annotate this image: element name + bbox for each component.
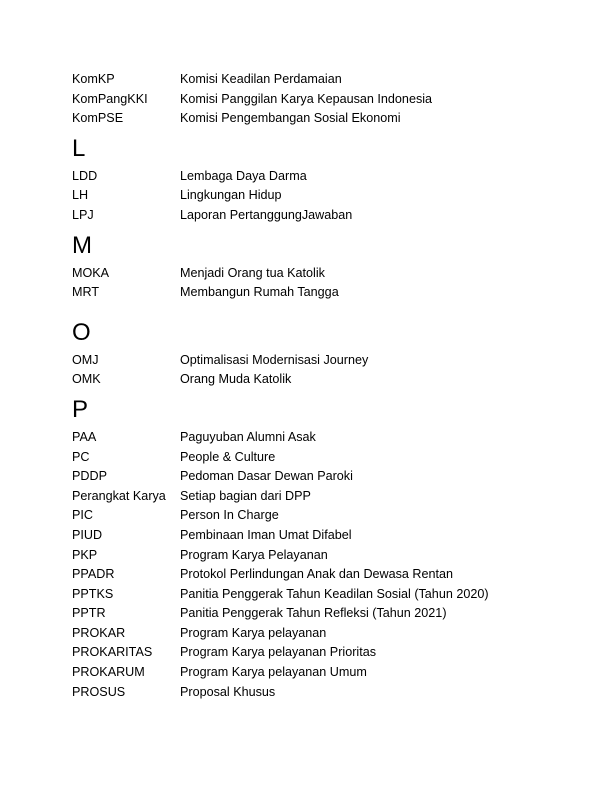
section-letter-heading: L [72, 134, 86, 162]
entry-definition: Program Karya Pelayanan [180, 547, 328, 562]
glossary-group-m [72, 232, 542, 303]
entry-definition: Komisi Pengembangan Sosial Ekonomi [180, 111, 401, 126]
entry-definition: Lingkungan Hidup [180, 188, 282, 203]
entry-abbreviation: OMK [72, 372, 101, 387]
entry-definition: Pedoman Dasar Dewan Paroki [180, 469, 353, 484]
section-letter-heading: M [72, 231, 92, 259]
entry-abbreviation: LDD [72, 168, 98, 183]
entry-abbreviation: KomPangKKI [72, 91, 148, 106]
entry-abbreviation: OMJ [72, 352, 99, 367]
glossary-entry [72, 448, 542, 468]
glossary-group-l [72, 135, 542, 226]
entry-definition: Orang Muda Katolik [180, 372, 292, 387]
entry-definition: Program Karya pelayanan Umum [180, 665, 367, 680]
entry-definition: Membangun Rumah Tangga [180, 285, 339, 300]
entry-definition: Komisi Panggilan Karya Kepausan Indonesia [180, 91, 433, 106]
entry-definition: Lembaga Daya Darma [180, 168, 307, 183]
entry-definition: Menjadi Orang tua Katolik [180, 265, 325, 280]
glossary-entry [72, 526, 542, 546]
entry-abbreviation: PPTR [72, 606, 106, 621]
glossary-entry [72, 206, 542, 226]
glossary-entry [72, 604, 542, 624]
entry-definition: Panitia Penggerak Tahun Keadilan Sosial (Tahun 2020) [180, 586, 489, 601]
entry-abbreviation: LH [72, 188, 89, 203]
entry-definition: Laporan PertanggungJawaban [180, 207, 353, 222]
glossary-entry [72, 167, 542, 187]
entry-definition: Person In Charge [180, 508, 279, 523]
glossary-entry [72, 663, 542, 683]
glossary-entry [72, 467, 542, 487]
glossary-entry [72, 351, 542, 371]
entry-abbreviation: PIUD [72, 527, 103, 542]
entry-definition: Paguyuban Alumni Asak [180, 429, 316, 444]
glossary-entry [72, 506, 542, 526]
entry-definition: Proposal Khusus [180, 684, 276, 699]
glossary-entry [72, 585, 542, 605]
entry-definition: Panitia Penggerak Tahun Refleksi (Tahun 2021) [180, 606, 447, 621]
entry-abbreviation: PKP [72, 547, 98, 562]
entry-abbreviation: PIC [72, 508, 93, 523]
entry-abbreviation: PPTKS [72, 586, 114, 601]
entry-abbreviation: MOKA [72, 265, 110, 280]
entry-definition: Optimalisasi Modernisasi Journey [180, 352, 369, 367]
entry-definition: Pembinaan Iman Umat Difabel [180, 527, 352, 542]
entry-definition: Komisi Keadilan Perdamaian [180, 72, 342, 86]
glossary-entry [72, 683, 542, 703]
section-letter-heading: P [72, 395, 89, 423]
glossary-entry [72, 109, 542, 129]
glossary-entry [72, 643, 542, 663]
entry-abbreviation: Perangkat Karya [72, 488, 166, 503]
glossary-entry [72, 283, 542, 303]
glossary-group-k [72, 70, 542, 129]
glossary-entry [72, 428, 542, 448]
entry-definition: Setiap bagian dari DPP [180, 488, 311, 503]
glossary-entry [72, 186, 542, 206]
entry-abbreviation: PROKARITAS [72, 645, 153, 660]
glossary-entry [72, 624, 542, 644]
entry-definition: Program Karya pelayanan Prioritas [180, 645, 376, 660]
glossary-group-o [72, 319, 542, 390]
glossary-entry [72, 70, 542, 90]
entry-definition: People & Culture [180, 449, 276, 464]
entry-abbreviation: PPADR [72, 567, 115, 582]
glossary-entry [72, 370, 542, 390]
entry-abbreviation: PROSUS [72, 684, 126, 699]
entry-abbreviation: PAA [72, 429, 97, 444]
section-letter-heading: O [72, 318, 91, 346]
entry-abbreviation: PDDP [72, 469, 107, 484]
entry-abbreviation: KomKP [72, 72, 115, 86]
glossary-entry [72, 546, 542, 566]
entry-abbreviation: PROKAR [72, 625, 126, 640]
section-spacer [72, 303, 542, 313]
entry-abbreviation: LPJ [72, 207, 94, 222]
glossary-group-p [72, 396, 542, 702]
glossary-page [72, 70, 542, 702]
entry-definition: Program Karya pelayanan [180, 625, 327, 640]
entry-definition: Protokol Perlindungan Anak dan Dewasa Rentan [180, 567, 454, 582]
glossary-entry [72, 264, 542, 284]
entry-abbreviation: PROKARUM [72, 665, 145, 680]
glossary-entry [72, 487, 542, 507]
glossary-entry [72, 90, 542, 110]
glossary-entry [72, 565, 542, 585]
entry-abbreviation: MRT [72, 285, 100, 300]
entry-abbreviation: KomPSE [72, 111, 124, 126]
entry-abbreviation: PC [72, 449, 90, 464]
